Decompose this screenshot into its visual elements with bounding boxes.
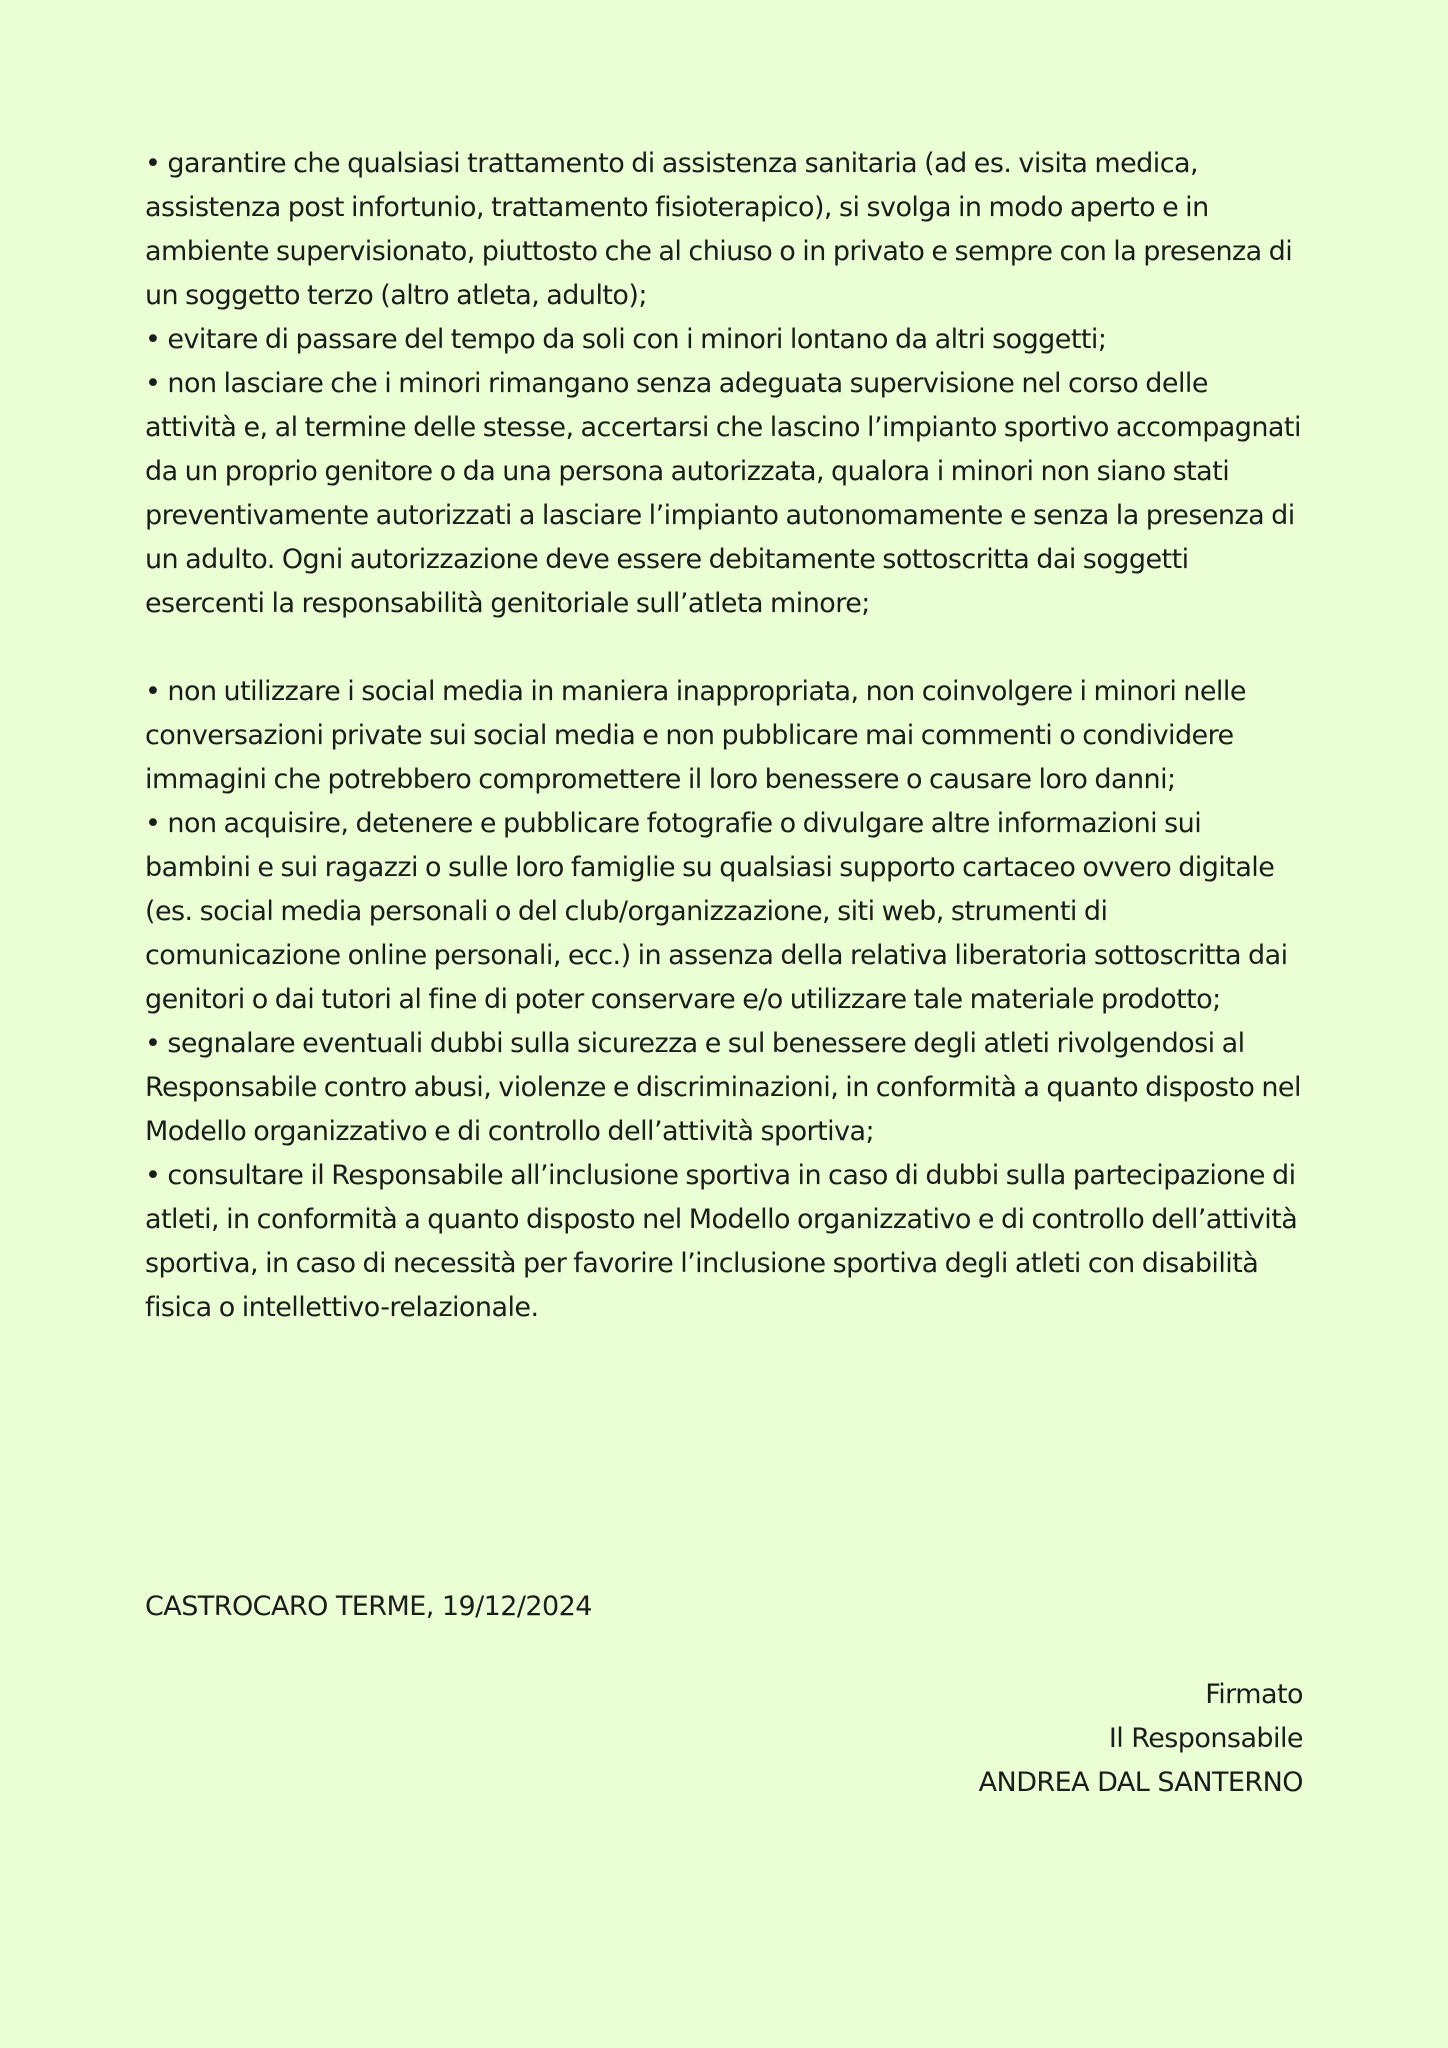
- signature-name: ANDREA DAL SANTERNO: [978, 1767, 1303, 1798]
- document-body: [145, 142, 1305, 1330]
- signature-signed-label: Firmato: [1205, 1679, 1303, 1710]
- bullet-paragraph: • segnalare eventuali dubbi sulla sicurezza e sul benessere degli atleti rivolgendosi al Responsabile contro abusi, violenze e discriminazioni, in conformità a quanto disposto nel Modello organizzativo e di controllo dell’attività sportiva;: [145, 1028, 1301, 1147]
- place-and-date: CASTROCARO TERME, 19/12/2024: [145, 1591, 592, 1622]
- bullet-paragraph: • non lasciare che i minori rimangano senza adeguata supervisione nel corso delle attività e, al termine delle stesse, accertarsi che lascino l’impianto sportivo accompagnati da un proprio genitore o da una persona autorizzata, qualora i minori non siano stati preventivamente autorizzati a lasciare l’impianto autonomamente e senza la presenza di un adulto. Ogni autorizzazione deve essere debitamente sottoscritta dai soggetti esercenti la responsabilità genitoriale sull’atleta minore;: [145, 368, 1301, 619]
- bullet-paragraph: • consultare il Responsabile all’inclusione sportiva in caso di dubbi sulla partecipazione di atleti, in conformità a quanto disposto nel Modello organizzativo e di controllo dell’attività sportiva, in caso di necessità per favorire l’inclusione sportiva degli atleti con disabilità fisica o intellettivo-relazionale.: [145, 1160, 1298, 1323]
- bullet-paragraph: • garantire che qualsiasi trattamento di assistenza sanitaria (ad es. visita medica, assistenza post infortunio, trattamento fisioterapico), si svolga in modo aperto e in ambiente supervisionato, piuttosto che al chiuso o in privato e sempre con la presenza di un soggetto terzo (altro atleta, adulto);: [145, 148, 1293, 311]
- paragraph-spacer: [145, 626, 1305, 670]
- signature-role: Il Responsabile: [1108, 1723, 1303, 1754]
- bullet-paragraph: • evitare di passare del tempo da soli con i minori lontano da altri soggetti;: [145, 324, 1107, 355]
- bullet-paragraph: • non utilizzare i social media in maniera inappropriata, non coinvolgere i minori nelle conversazioni private sui social media e non pubblicare mai commenti o condividere immagini che potrebbero compromettere il loro benessere o causare loro danni;: [145, 676, 1246, 795]
- bullet-paragraph: • non acquisire, detenere e pubblicare fotografie o divulgare altre informazioni sui bambini e sui ragazzi o sulle loro famiglie su qualsiasi supporto cartaceo ovvero digitale (es. social media personali o del club/organizzazione, siti web, strumenti di comunicazione online personali, ecc.) in assenza della relativa liberatoria sottoscritta dai genitori o dai tutori al fine di poter conservare e/o utilizzare tale materiale prodotto;: [145, 808, 1288, 1015]
- signature-block: [979, 1673, 1303, 1805]
